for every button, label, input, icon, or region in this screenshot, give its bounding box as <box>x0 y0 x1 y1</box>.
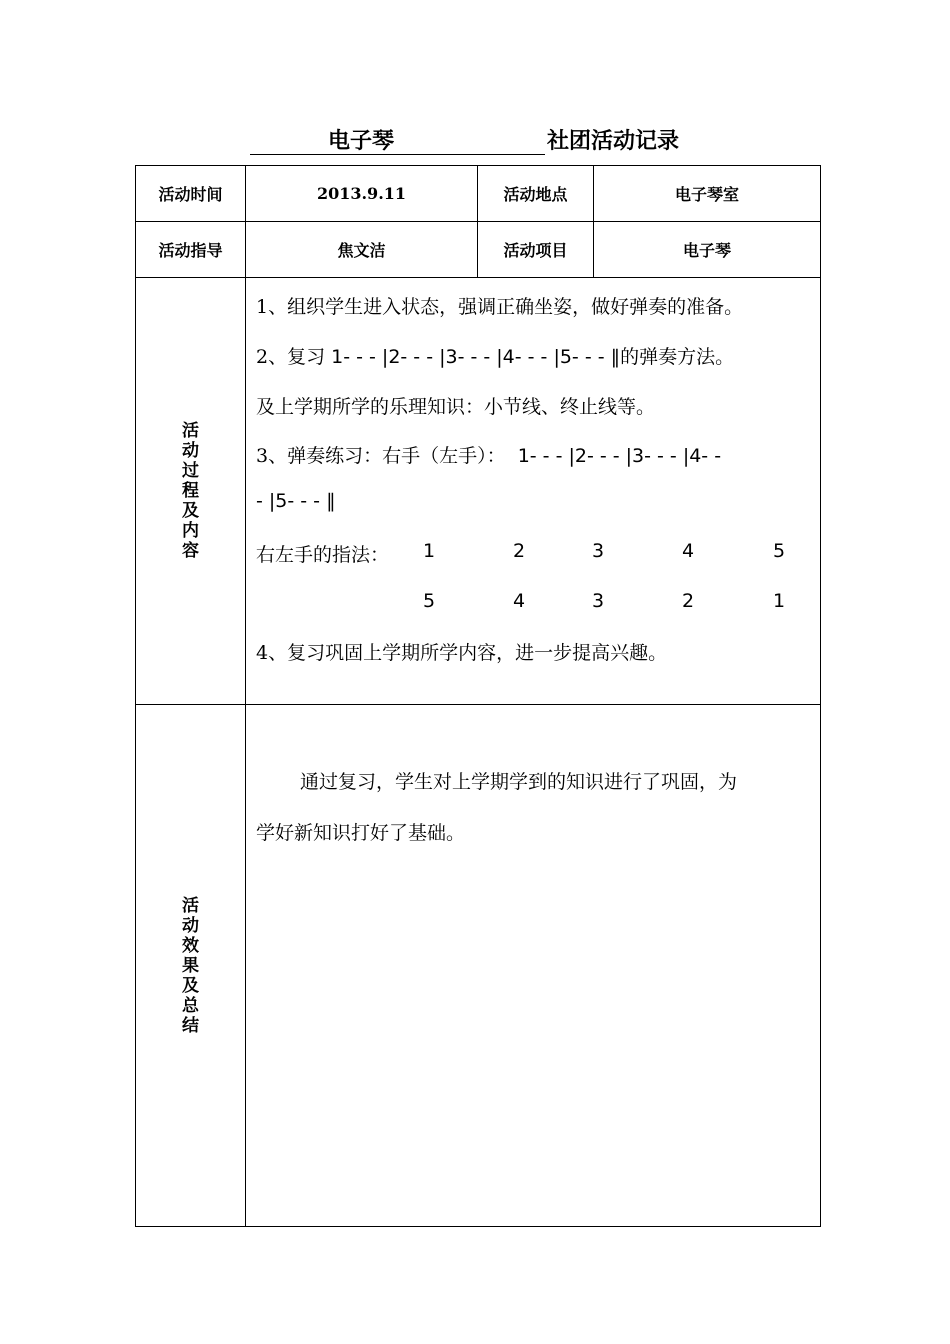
fingering-r1: 2 <box>513 540 526 562</box>
fingering-r2: 2 <box>682 590 695 612</box>
place-label: 活动地点 <box>478 166 594 222</box>
process-line-final: 4、复习巩固上学期所学内容，进一步提高兴趣。 <box>256 642 668 664</box>
info-row-2 <box>136 222 821 278</box>
summary-label-char: 效 <box>182 935 199 956</box>
summary-label-char: 活 <box>182 895 199 916</box>
fingering-r1: 5 <box>773 540 786 562</box>
time-label: 活动时间 <box>136 166 246 222</box>
process-line-5 <box>256 490 336 512</box>
fingering-r1: 1 <box>423 540 436 562</box>
summary-label-char: 动 <box>182 915 199 936</box>
fingering-r1: 4 <box>682 540 695 562</box>
fingering-r2: 4 <box>513 590 526 612</box>
line5-notes: - |5- - - <box>256 490 327 512</box>
process-label-char: 动 <box>182 441 199 461</box>
place-value: 电子琴室 <box>594 166 821 222</box>
line2-notes: 1- - - |2- - - |3- - - |4- - - |5- - - <box>331 346 611 368</box>
summary-line-1: 通过复习，学生对上学期学到的知识进行了巩固，为 <box>300 771 738 793</box>
process-line-4 <box>256 441 721 468</box>
summary-label-char: 总 <box>182 995 199 1016</box>
guide-label: 活动指导 <box>136 222 246 278</box>
process-row <box>136 278 821 705</box>
line4-prefix: 3、弹奏练习：右手（左手）： <box>256 445 506 467</box>
process-line-3: 及上学期所学的乐理知识：小节线、终止线等。 <box>256 396 656 418</box>
project-label: 活动项目 <box>478 222 594 278</box>
summary-label-char: 及 <box>182 975 199 996</box>
line4-notes: 1- - - |2- - - |3- - - |4- - <box>517 445 722 467</box>
process-label-char: 容 <box>182 541 199 561</box>
summary-content <box>246 705 821 1227</box>
club-name: 电子琴 <box>328 129 395 154</box>
process-label-char: 程 <box>182 481 199 501</box>
summary-row <box>136 705 821 1227</box>
process-label-char: 过 <box>182 461 199 481</box>
guide-value: 焦文洁 <box>246 222 478 278</box>
fingering-r2: 1 <box>773 590 786 612</box>
line2-prefix: 2、复习 <box>256 346 332 368</box>
info-row-1 <box>136 166 821 222</box>
process-line-1: 1、组织学生进入状态，强调正确坐姿，做好弹奏的准备。 <box>256 296 744 318</box>
project-value: 电子琴 <box>594 222 821 278</box>
fingering-label: 右左手的指法： <box>256 544 390 566</box>
process-line-2 <box>256 342 734 369</box>
process-label-char: 活 <box>182 421 199 441</box>
process-label-char: 及 <box>182 501 199 521</box>
summary-label-char: 结 <box>182 1015 199 1036</box>
time-value: 2013.9.11 <box>246 166 478 222</box>
summary-label <box>136 705 246 1227</box>
document-title <box>250 122 720 158</box>
process-label <box>136 278 246 705</box>
summary-line-2: 学好新知识打好了基础。 <box>256 822 466 844</box>
process-label-char: 内 <box>182 521 199 541</box>
summary-label-char: 果 <box>182 955 199 976</box>
line2-suffix: ‖的弹奏方法。 <box>610 346 735 368</box>
fingering-r2: 3 <box>592 590 605 612</box>
process-content <box>246 278 821 705</box>
line5-barline: ‖ <box>326 490 336 512</box>
activity-record-table <box>135 165 821 1227</box>
title-suffix: 社团活动记录 <box>547 129 680 154</box>
fingering-r1: 3 <box>592 540 605 562</box>
fingering-r2: 5 <box>423 590 436 612</box>
title-underline <box>250 124 545 155</box>
